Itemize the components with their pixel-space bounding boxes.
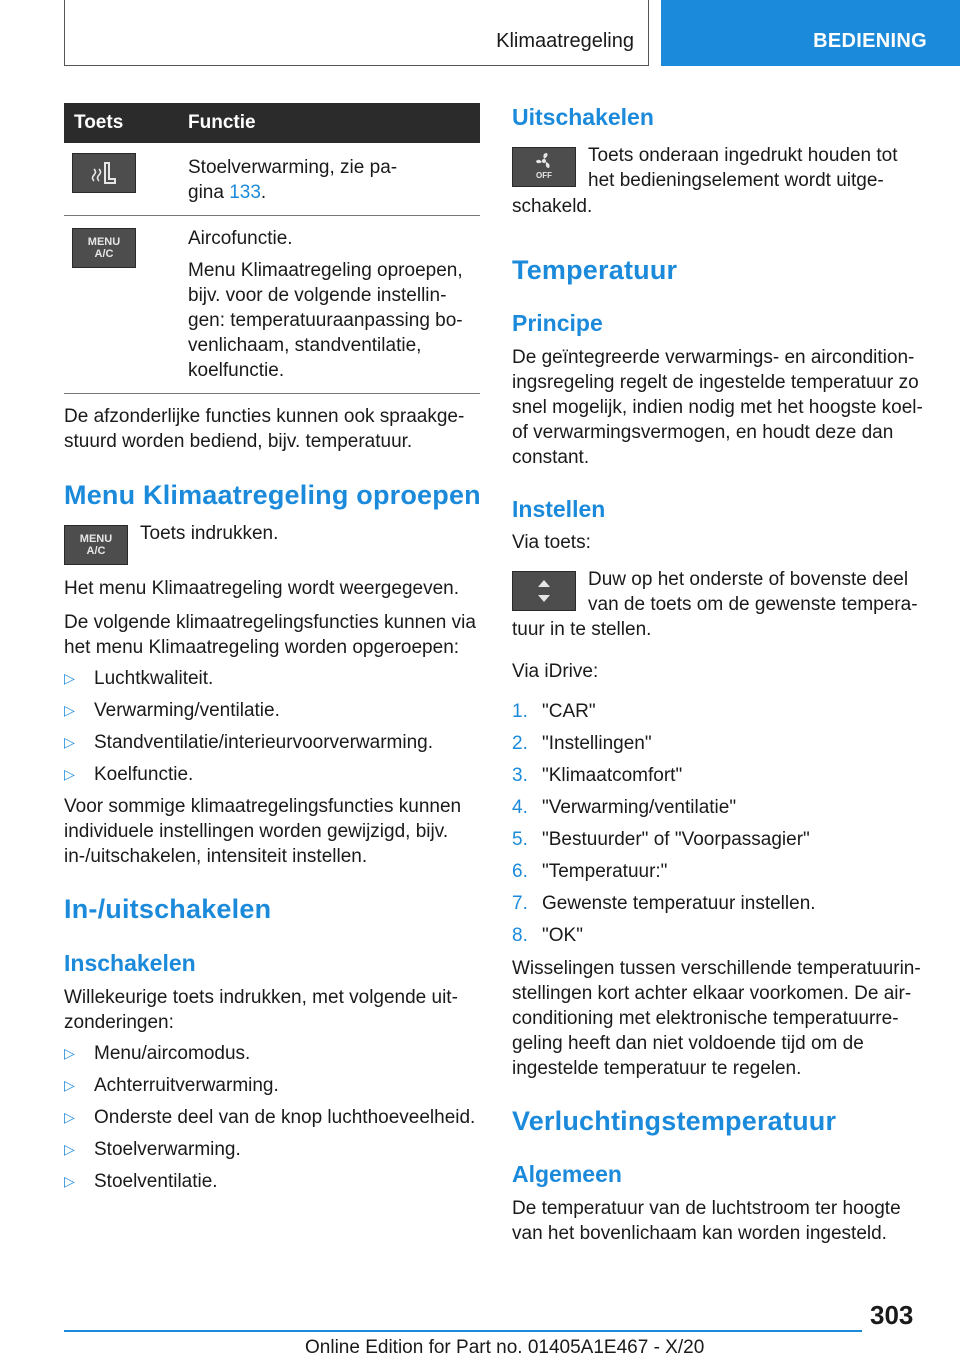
header-section-title: Klimaatregeling <box>496 30 634 52</box>
menu-ac-key <box>72 228 136 268</box>
heading-in-uitschakelen: In-/uitschakelen <box>64 894 272 924</box>
heading-algemeen: Algemeen <box>512 1161 622 1187</box>
seat-heating-text-b: gina <box>188 182 230 203</box>
via-toets-text: Via toets: <box>512 532 591 553</box>
heading-principe: Principe <box>512 310 603 336</box>
fan-off-key <box>512 147 576 187</box>
heading-menu-klimaatregeling: Menu Klimaatregeling oproepen <box>64 480 481 510</box>
seat-heating-icon <box>89 159 119 187</box>
menu-press-text: Toets indrukken. <box>140 523 279 544</box>
table-header-function: Functie <box>188 103 480 143</box>
aircofunctie-text: Aircofunctie. <box>188 228 293 249</box>
table-header-key: Toets <box>64 103 188 143</box>
menu-description-text: Menu Klimaatregeling oproepen, bijv. voor de volgende instellin-gen: temperatuuraanpassing bo-venlichaam, standventilatie, koelfunctie. <box>188 260 463 381</box>
seat-heating-key <box>72 153 136 193</box>
off-desc-1: Toets onderaan ingedrukt houden tot <box>588 145 898 166</box>
page-ref-link[interactable]: 133 <box>229 182 261 203</box>
seat-heating-text-c: . <box>260 182 267 203</box>
up-down-arrows-icon <box>536 577 552 605</box>
toets-desc-2: van de toets om de gewenste tempera- <box>588 594 918 615</box>
seat-heating-text-a: Stoelverwarming, zie pa- <box>188 157 398 178</box>
table-row <box>64 143 480 216</box>
header-section-box <box>64 0 649 66</box>
menu-shown-text: Het menu Klimaatregeling wordt weergegeven. <box>64 578 459 599</box>
footer-edition: Online Edition for Part no. 01405A1E467 - X/20 <box>305 1337 705 1358</box>
header-chapter-title: BEDIENING <box>813 30 927 52</box>
menu-key2-line2: A/C <box>86 545 106 557</box>
heading-uitschakelen: Uitschakelen <box>512 104 654 130</box>
switch-note-text: Wisselingen tussen verschillende temperatuurin-stellingen kort achter elkaar voorkomen. De air-conditioning met elektronische temperatuurre-geling heeft dan niet voldoende tijd om de ingestelde temperatuur te regelen. <box>512 958 921 1079</box>
off-desc-2: het bedieningselement wordt uitge- <box>588 170 884 191</box>
heading-inschakelen: Inschakelen <box>64 950 196 976</box>
off-label: OFF <box>536 171 552 180</box>
algemeen-text: De temperatuur van de luchtstroom ter hoogte van het bovenlichaam kan worden ingesteld. <box>512 1198 901 1244</box>
menu-key-line1: MENU <box>87 236 121 248</box>
footer-divider <box>64 1330 862 1332</box>
toets-desc-1: Duw op het onderste of bovenste deel <box>588 569 909 590</box>
page-number: 303 <box>870 1300 914 1330</box>
via-idrive-text: Via iDrive: <box>512 661 599 682</box>
principe-text: De geïntegreerde verwarmings- en aircondition-ingsregeling regelt de ingestelde temperatuur zo snel mogelijk, indien nodig met het hoogste koel-of verwarmingsvermogen, en houdt deze dan constant. <box>512 347 923 468</box>
on-desc-text: Willekeurige toets indrukken, met volgende uit-zonderingen: <box>64 987 458 1033</box>
heading-verluchtingstemperatuur: Verluchtingstemperatuur <box>512 1106 837 1136</box>
off-desc-3: schakeld. <box>512 196 593 217</box>
header-chapter-box <box>661 0 960 66</box>
toets-desc-3: tuur in te stellen. <box>512 619 652 640</box>
menu-key-line2: A/C <box>94 248 114 260</box>
menu-note-text: Voor sommige klimaatregelingsfuncties kunnen individuele instellingen worden gewijzigd, bijv. in-/uitschakelen, intensiteit instellen. <box>64 796 462 867</box>
menu-desc-text: De volgende klimaatregelingsfuncties kunnen via het menu Klimaatregeling worden opgeroepen: <box>64 612 476 658</box>
table-row <box>64 216 480 394</box>
menu-ac-key-2 <box>64 525 128 565</box>
fan-icon <box>533 152 555 170</box>
menu-key2-line1: MENU <box>79 533 113 545</box>
temperature-rocker-key <box>512 571 576 611</box>
heading-temperatuur: Temperatuur <box>512 255 678 285</box>
key-function-table <box>64 103 480 394</box>
intro-text: De afzonderlijke functies kunnen ook spraakge-stuurd worden bediend, bijv. temperatuur. <box>64 406 465 452</box>
heading-instellen: Instellen <box>512 496 606 522</box>
